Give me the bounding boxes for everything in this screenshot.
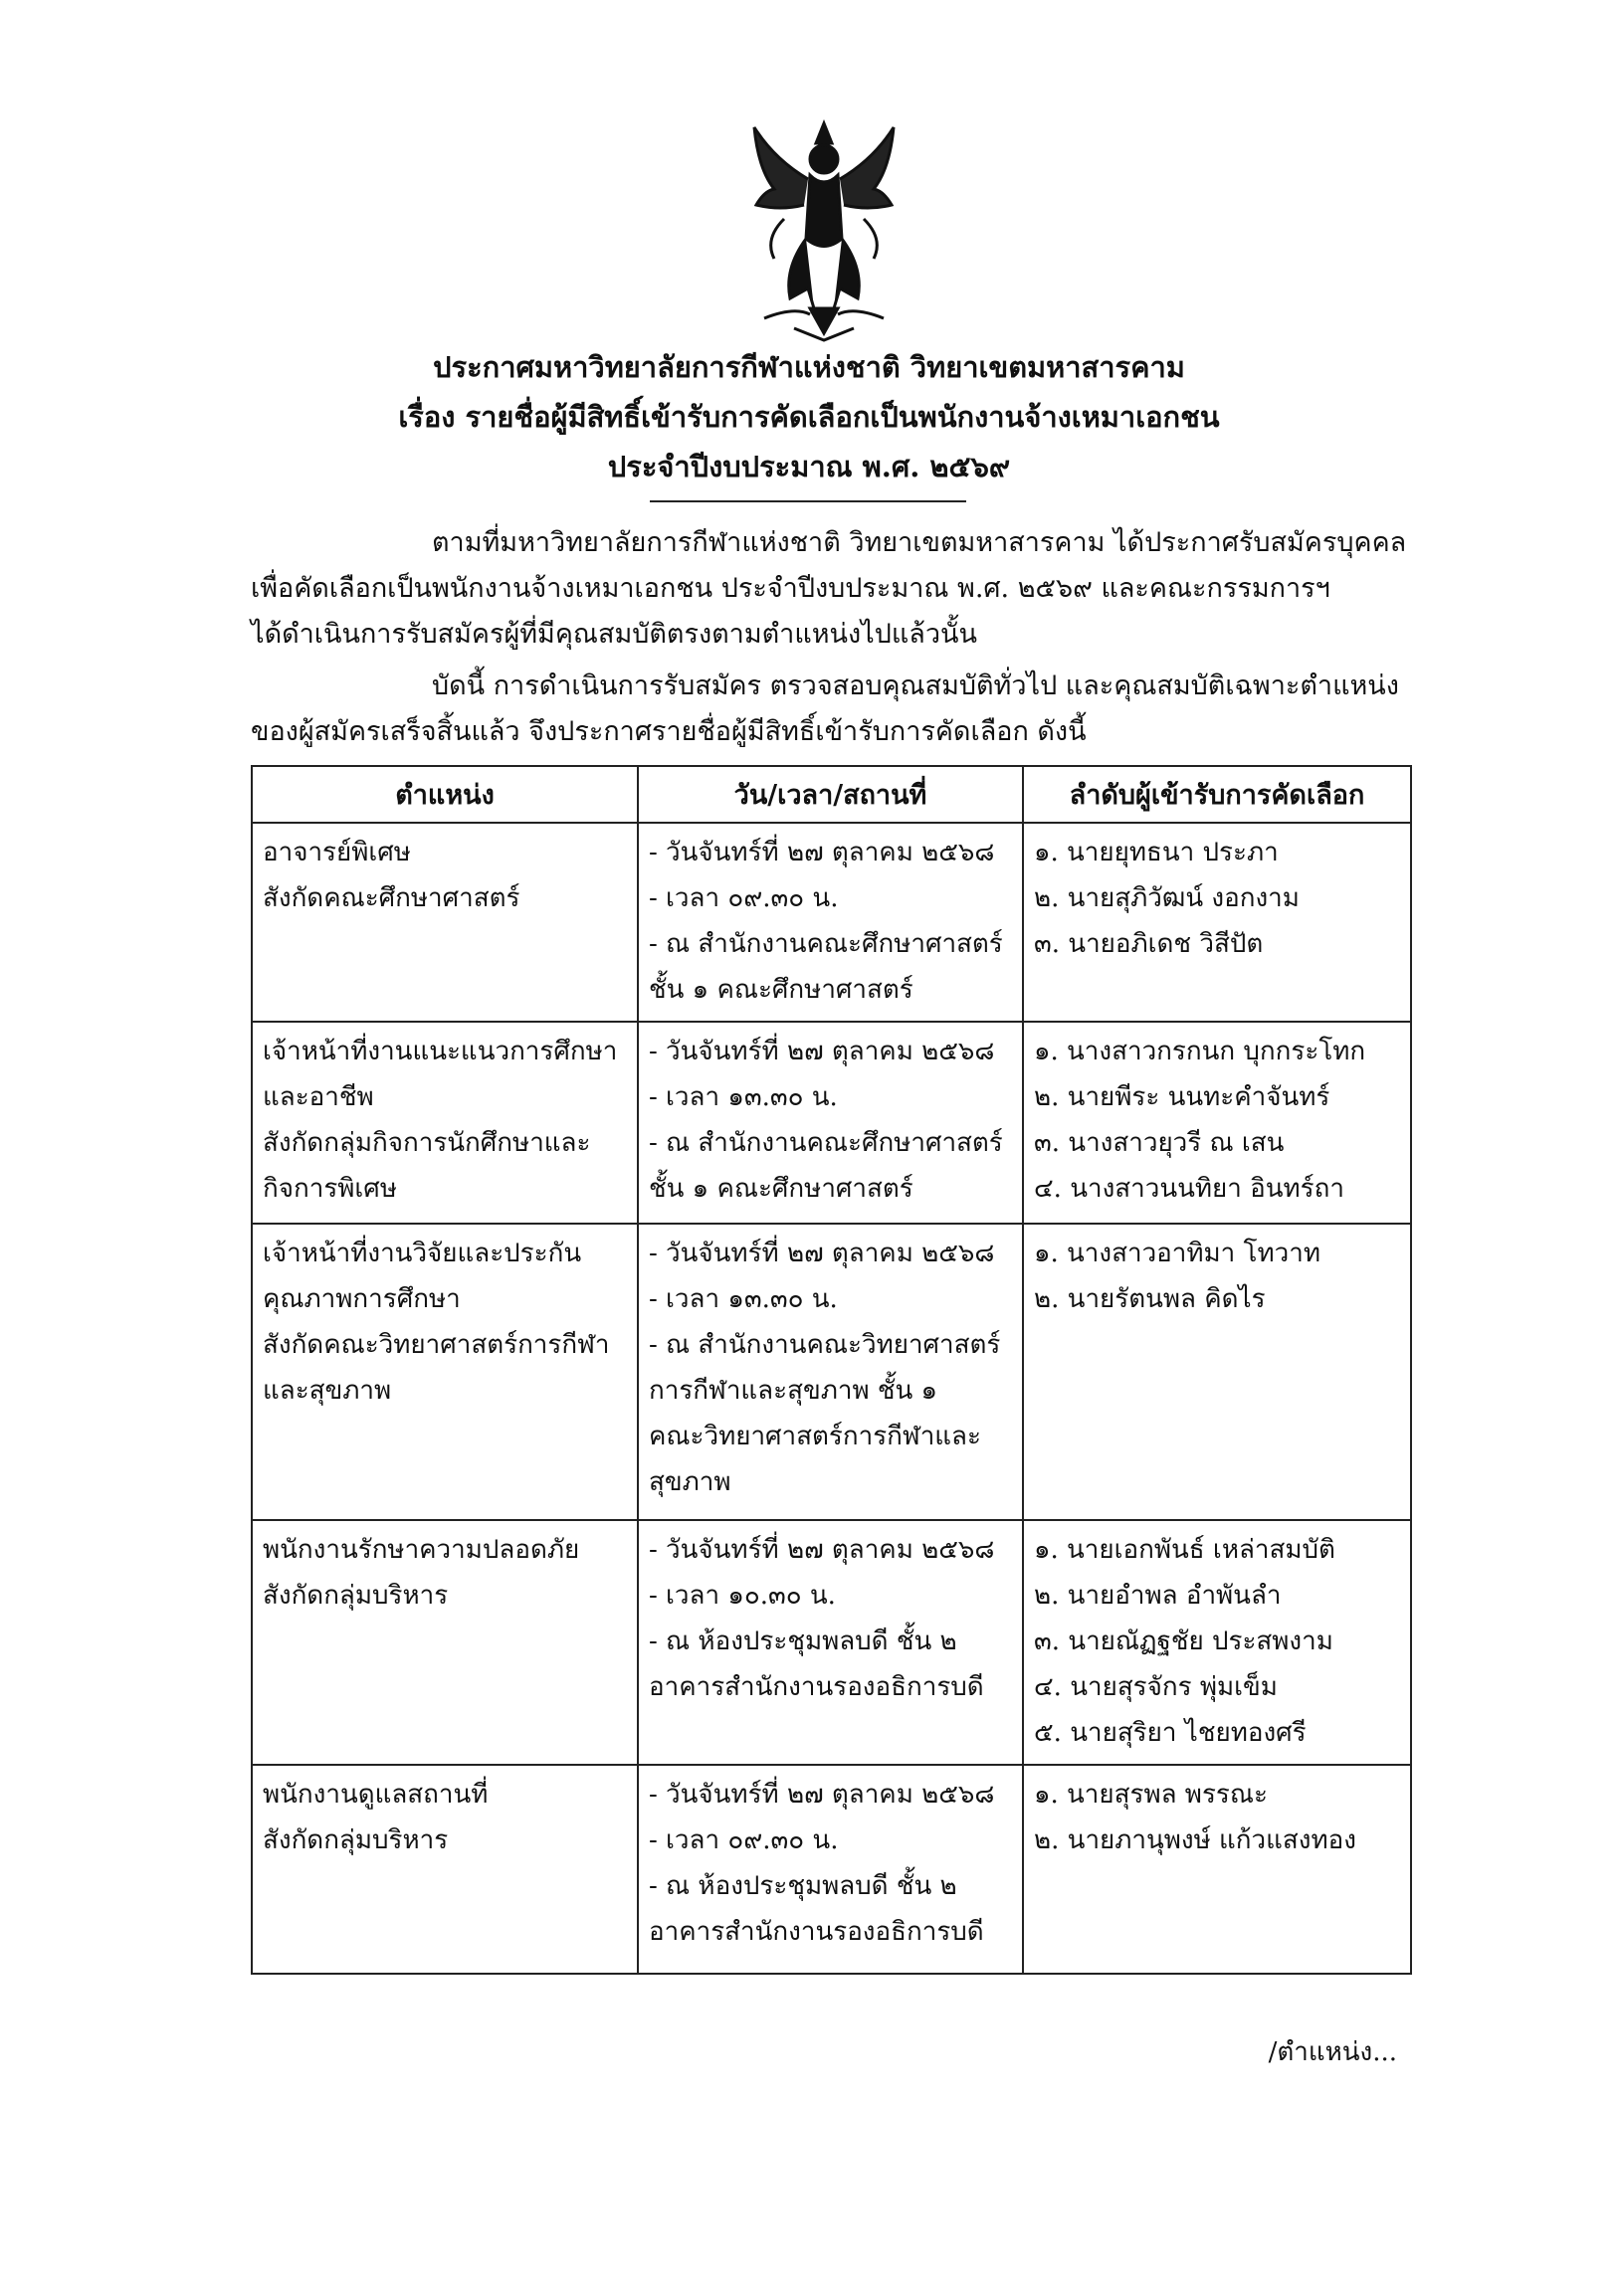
position-cell [252, 1022, 638, 1224]
paragraph-line: เพื่อคัดเลือกเป็นพนักงานจ้างเหมาเอกชน ประจำปีงบประมาณ พ.ศ. ๒๕๖๙ และคณะกรรมการฯ [251, 573, 1330, 604]
schedule-line: - เวลา ๐๙.๓๐ น. [649, 883, 839, 913]
position-line: และอาชีพ [263, 1082, 374, 1112]
schedule-line: ชั้น ๑ คณะศึกษาศาสตร์ [649, 1174, 913, 1204]
intro-paragraph-1 [251, 520, 1409, 658]
intro-paragraph-2 [251, 664, 1409, 755]
position-line: สังกัดกลุ่มบริหาร [263, 1825, 449, 1855]
table-row [252, 1022, 1411, 1224]
candidate-name: ๒. นายพีระ นนทะคำจันทร์ [1034, 1082, 1330, 1112]
schedule-line: - เวลา ๑๓.๓๐ น. [649, 1082, 838, 1112]
schedule-cell [638, 1520, 1023, 1765]
column-header-candidates: ลำดับผู้เข้ารับการคัดเลือก [1023, 766, 1411, 823]
schedule-line: ชั้น ๑ คณะศึกษาศาสตร์ [649, 975, 913, 1005]
schedule-cell [638, 1765, 1023, 1974]
position-cell [252, 1765, 638, 1974]
position-line: สังกัดคณะศึกษาศาสตร์ [263, 883, 520, 913]
paragraph-line: ของผู้สมัครเสร็จสิ้นแล้ว จึงประกาศรายชื่อผู้มีสิทธิ์เข้ารับการคัดเลือก ดังนี้ [251, 716, 1087, 747]
schedule-cell [638, 1022, 1023, 1224]
schedule-line: - ณ ห้องประชุมพลบดี ชั้น ๒ [649, 1871, 957, 1901]
position-line: คุณภาพการศึกษา [263, 1284, 461, 1314]
schedule-line: - ณ สำนักงานคณะศึกษาศาสตร์ [649, 1128, 1003, 1158]
schedule-line: สุขภาพ [649, 1467, 731, 1497]
announcement-subject: เรื่อง รายชื่อผู้มีสิทธิ์เข้ารับการคัดเลือกเป็นพนักงานจ้างเหมาเอกชน [398, 400, 1220, 434]
candidate-name: ๒. นายรัตนพล คิดไร [1034, 1284, 1266, 1314]
candidate-name: ๑. นางสาวอาทิมา โทวาท [1034, 1239, 1320, 1268]
candidates-cell [1023, 823, 1411, 1022]
schedule-line: - วันจันทร์ที่ ๒๗ ตุลาคม ๒๕๖๘ [649, 838, 995, 867]
table-row [252, 823, 1411, 1022]
column-header-position: ตำแหน่ง [252, 766, 638, 823]
schedule-line: อาคารสำนักงานรองอธิการบดี [649, 1672, 984, 1702]
table-row [252, 1765, 1411, 1974]
schedule-line: - วันจันทร์ที่ ๒๗ ตุลาคม ๒๕๖๘ [649, 1037, 995, 1066]
candidate-name: ๓. นางสาวยุวรี ณ เสน [1034, 1128, 1285, 1158]
schedule-line: - เวลา ๑๐.๓๐ น. [649, 1581, 836, 1611]
schedule-line: - ณ สำนักงานคณะศึกษาศาสตร์ [649, 929, 1003, 959]
schedule-line: อาคารสำนักงานรองอธิการบดี [649, 1917, 984, 1947]
candidate-name: ๑. นางสาวกรกนก บุกกระโทก [1034, 1037, 1366, 1066]
table-row [252, 1224, 1411, 1520]
candidate-name: ๕. นายสุริยา ไชยทองศรี [1034, 1718, 1307, 1748]
schedule-cell [638, 1224, 1023, 1520]
position-line: สังกัดกลุ่มกิจการนักศึกษาและ [263, 1128, 591, 1158]
title-divider [650, 500, 966, 502]
candidate-name: ๑. นายเอกพันธ์ เหล่าสมบัติ [1034, 1535, 1335, 1565]
candidate-name: ๒. นายสุภิวัฒน์ งอกงาม [1034, 883, 1300, 913]
position-line: อาจารย์พิเศษ [263, 838, 411, 867]
position-line: พนักงานรักษาความปลอดภัย [263, 1535, 580, 1565]
schedule-line: คณะวิทยาศาสตร์การกีฬาและ [649, 1422, 981, 1451]
schedule-cell [638, 823, 1023, 1022]
schedule-line: - ณ สำนักงานคณะวิทยาศาสตร์ [649, 1330, 1001, 1360]
position-line: พนักงานดูแลสถานที่ [263, 1780, 489, 1810]
candidate-name: ๔. นางสาวนนทิยา อินทร์ถา [1034, 1174, 1344, 1204]
candidate-name: ๑. นายยุทธนา ประภา [1034, 838, 1279, 867]
position-line: เจ้าหน้าที่งานวิจัยและประกัน [263, 1239, 582, 1268]
position-line: สังกัดกลุ่มบริหาร [263, 1581, 449, 1611]
paragraph-line: ได้ดำเนินการรับสมัครผู้ที่มีคุณสมบัติตรงตามตำแหน่งไปแล้วนั้น [251, 619, 977, 650]
candidate-name: ๔. นายสุรจักร พุ่มเข็ม [1034, 1672, 1278, 1702]
position-cell [252, 1224, 638, 1520]
position-line: เจ้าหน้าที่งานแนะแนวการศึกษา [263, 1037, 618, 1066]
candidates-cell [1023, 1520, 1411, 1765]
schedule-line: - วันจันทร์ที่ ๒๗ ตุลาคม ๒๕๖๘ [649, 1535, 995, 1565]
candidates-cell [1023, 1224, 1411, 1520]
schedule-line: - วันจันทร์ที่ ๒๗ ตุลาคม ๒๕๖๘ [649, 1239, 995, 1268]
schedule-line: - วันจันทร์ที่ ๒๗ ตุลาคม ๒๕๖๘ [649, 1780, 995, 1810]
schedule-line: - เวลา ๑๓.๓๐ น. [649, 1284, 838, 1314]
position-cell [252, 1520, 638, 1765]
announcement-title: ประกาศมหาวิทยาลัยการกีฬาแห่งชาติ วิทยาเขตมหาสารคาม [433, 350, 1185, 384]
schedule-line: - เวลา ๐๙.๓๐ น. [649, 1825, 839, 1855]
position-cell [252, 823, 638, 1022]
candidate-name: ๓. นายณัฏฐชัย ประสพงาม [1034, 1626, 1333, 1656]
position-line: กิจการพิเศษ [263, 1174, 397, 1204]
candidate-table [251, 765, 1412, 1975]
candidate-name: ๑. นายสุรพล พรรณะ [1034, 1780, 1268, 1810]
paragraph-line: ตามที่มหาวิทยาลัยการกีฬาแห่งชาติ วิทยาเขตมหาสารคาม ได้ประกาศรับสมัครบุคคล [432, 527, 1407, 558]
position-line: สังกัดคณะวิทยาศาสตร์การกีฬา [263, 1330, 610, 1360]
candidate-name: ๓. นายอภิเดช วิสีปัต [1034, 929, 1264, 959]
candidates-cell [1023, 1022, 1411, 1224]
schedule-line: - ณ ห้องประชุมพลบดี ชั้น ๒ [649, 1626, 957, 1656]
page-continuation: /ตำแหน่ง... [1268, 2037, 1397, 2067]
candidates-cell [1023, 1765, 1411, 1974]
paragraph-line: บัดนี้ การดำเนินการรับสมัคร ตรวจสอบคุณสมบัติทั่วไป และคุณสมบัติเฉพาะตำแหน่ง [432, 670, 1399, 701]
table-row [252, 1520, 1411, 1765]
position-line: และสุขภาพ [263, 1376, 392, 1406]
candidate-name: ๒. นายอำพล อำพันลำ [1034, 1581, 1282, 1611]
candidate-name: ๒. นายภานุพงษ์ แก้วแสงทอง [1034, 1825, 1356, 1855]
garuda-emblem-icon [744, 119, 904, 343]
schedule-line: การกีฬาและสุขภาพ ชั้น ๑ [649, 1376, 938, 1406]
announcement-fiscal-year: ประจำปีงบประมาณ พ.ศ. ๒๕๖๙ [607, 450, 1011, 483]
column-header-schedule: วัน/เวลา/สถานที่ [638, 766, 1023, 823]
table-header-row [252, 766, 1411, 823]
